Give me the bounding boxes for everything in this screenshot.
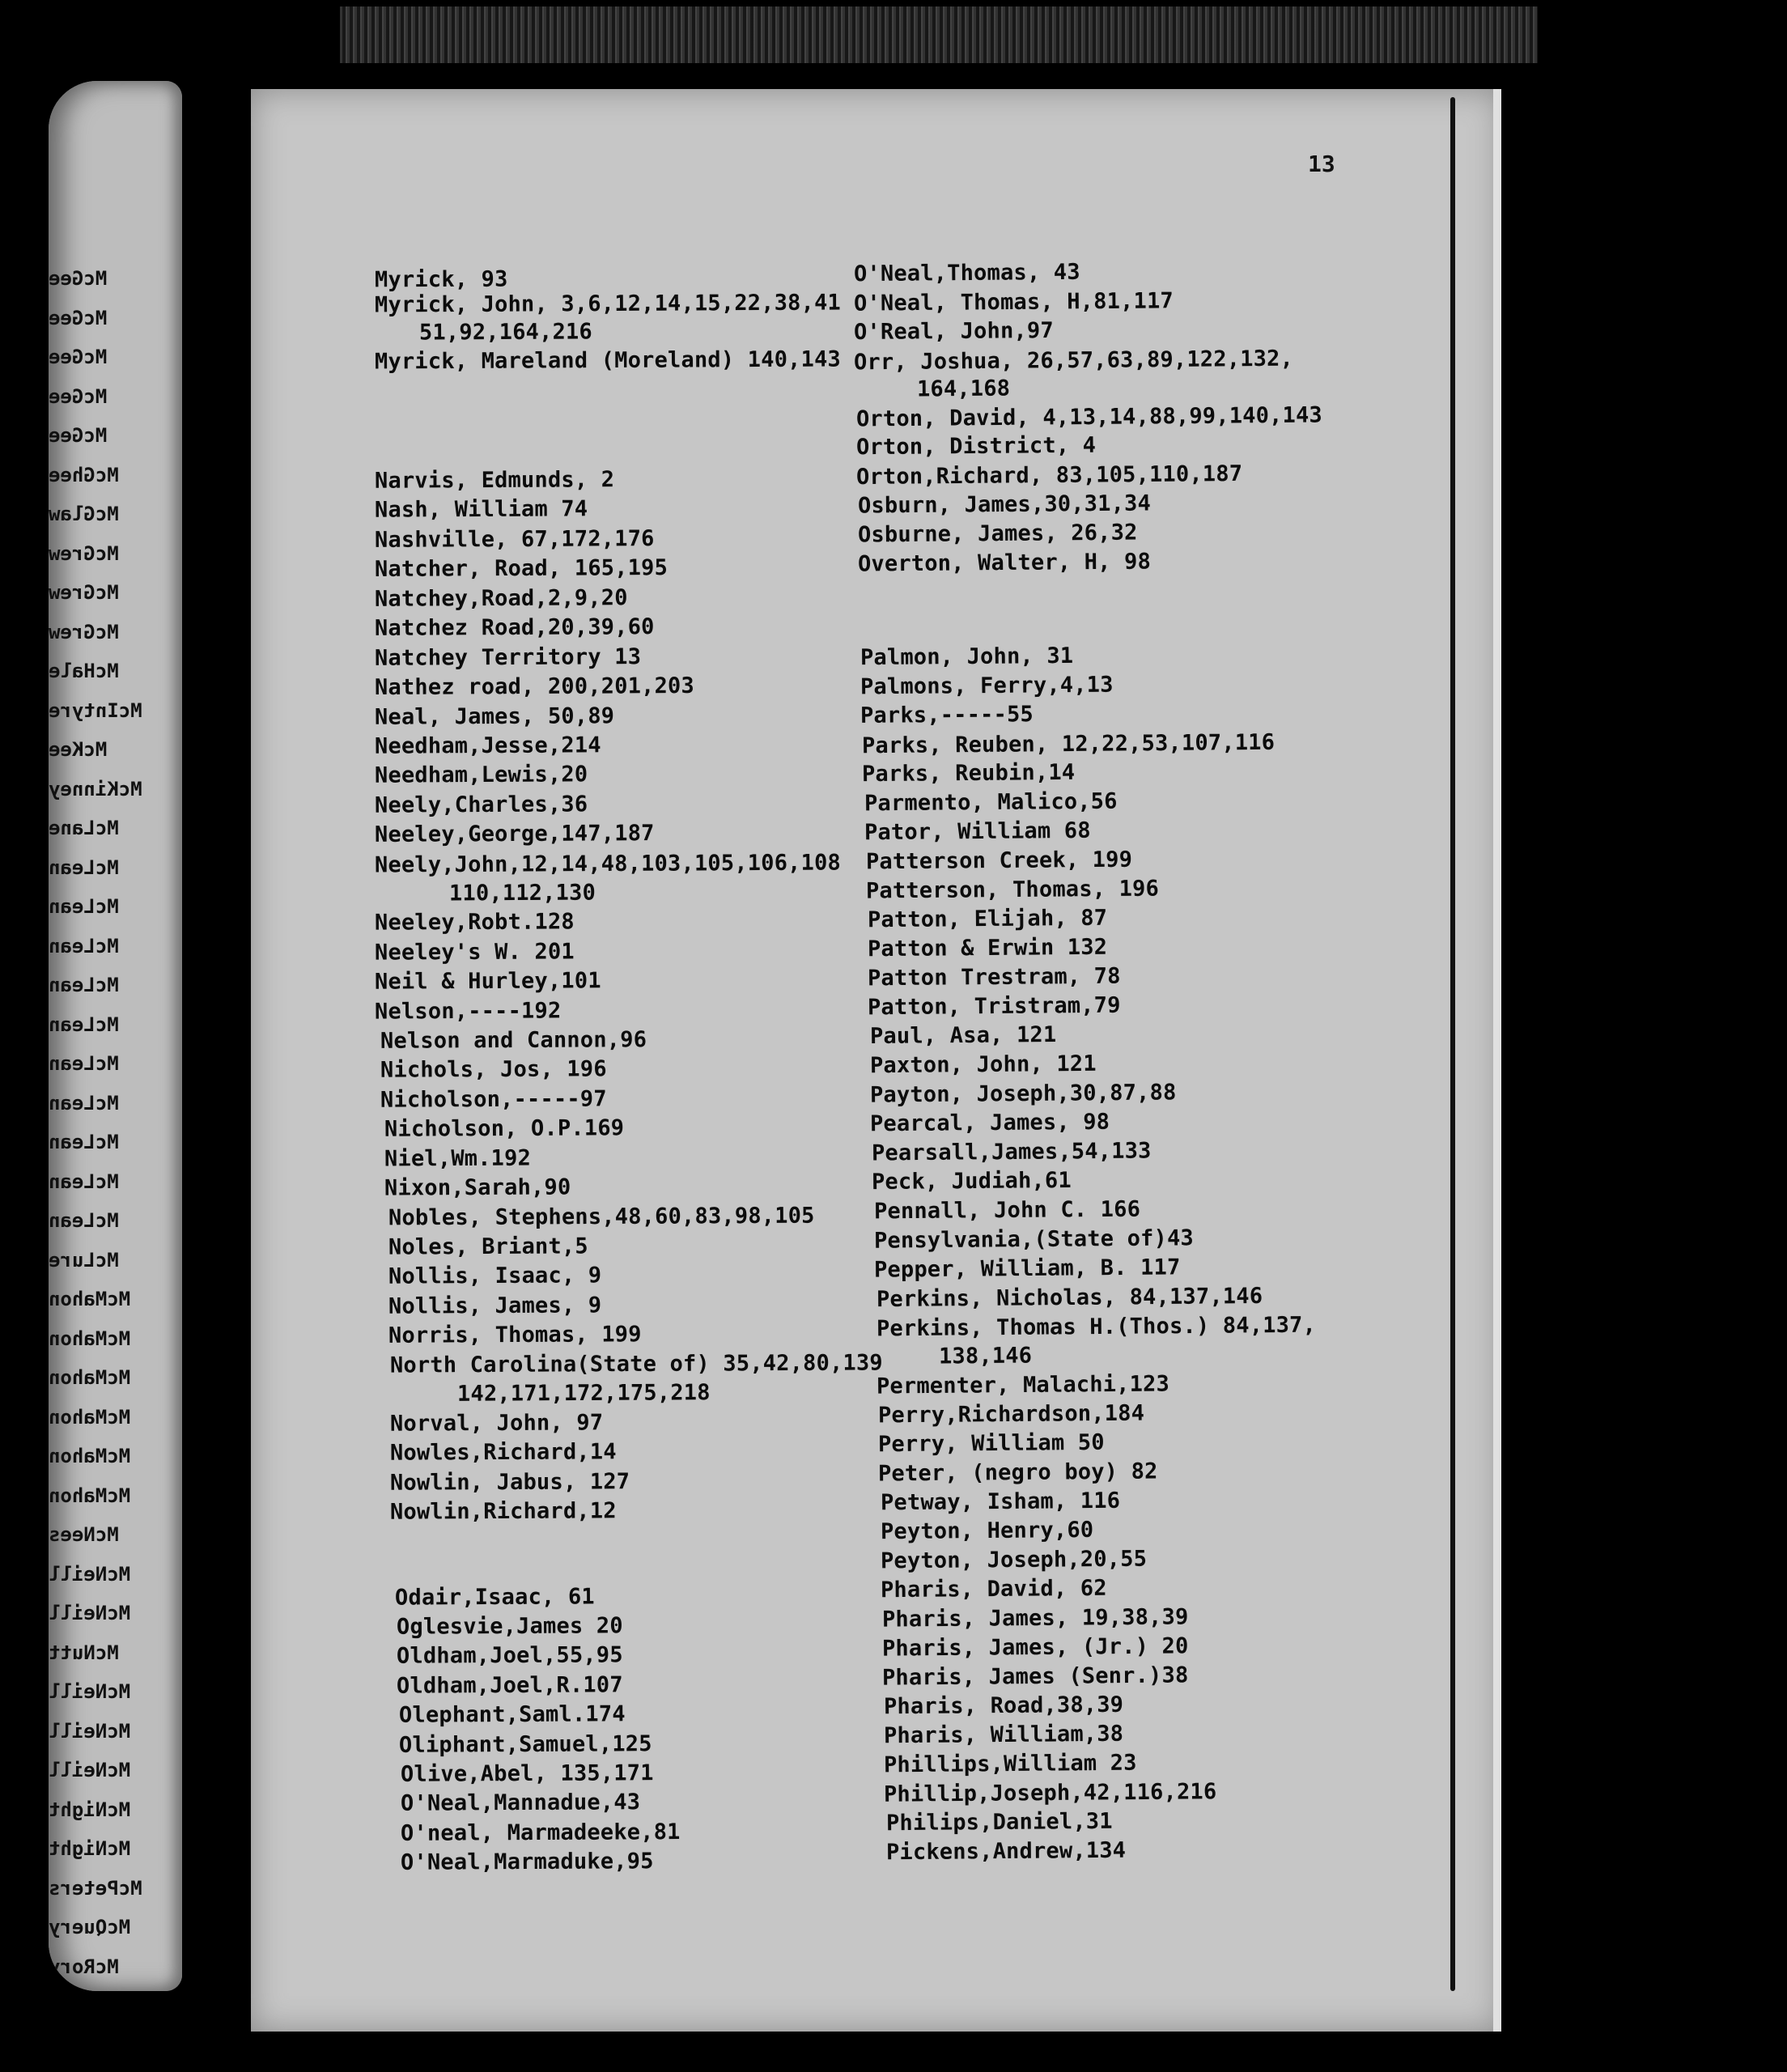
right-margin-line	[1450, 97, 1455, 1991]
spine-fragment: McGrew	[49, 581, 119, 604]
spine-fragment: McLean	[49, 974, 119, 996]
adjacent-page-spine	[49, 81, 182, 1991]
index-left-entry: Norris, Thomas, 199	[388, 1322, 642, 1348]
index-left-entry: O'Neal,Marmaduke,95	[400, 1849, 654, 1875]
index-right-entry: Pharis, James, (Jr.) 20	[881, 1633, 1189, 1662]
index-right-entry: Patton Trestram, 78	[867, 963, 1121, 991]
index-left-entry: Nollis, Isaac, 9	[388, 1263, 602, 1289]
index-right-entry: Paxton, John, 121	[869, 1051, 1097, 1079]
index-left-entry: 142,171,172,175,218	[456, 1380, 711, 1407]
spine-fragment: McNeill	[49, 1719, 131, 1743]
index-right-entry: Perry, William 50	[877, 1429, 1105, 1458]
spine-fragment: McLean	[49, 934, 119, 957]
index-left-entry: Nelson,----192	[374, 998, 562, 1025]
index-right-entry: Pharis, James, 19,38,39	[881, 1604, 1189, 1633]
index-left-entry: Nowlin,Richard,12	[389, 1498, 617, 1525]
index-left-entry: Nichols, Jos, 196	[380, 1056, 607, 1083]
index-right-entry: Patterson Creek, 199	[865, 847, 1133, 875]
index-left-entry: Oliphant,Samuel,125	[398, 1731, 652, 1758]
film-top-band	[340, 6, 1538, 63]
index-left-entry: 51,92,164,216	[418, 319, 593, 346]
index-left-entry: Nowles,Richard,14	[389, 1439, 617, 1466]
spine-fragment: McNight	[49, 1837, 131, 1860]
index-right-entry: Palmons, Ferry,4,13	[860, 672, 1114, 700]
spine-fragment: McLean	[49, 1131, 119, 1153]
index-right-entry: Palmon, John, 31	[860, 643, 1074, 671]
index-left-entry: Nashville, 67,172,176	[374, 526, 655, 553]
spine-fragment: McNeill	[49, 1680, 131, 1703]
spine-fragment: McMahon	[49, 1327, 131, 1350]
spine-fragment: McGee	[49, 306, 108, 329]
page-number: 13	[1308, 151, 1335, 177]
index-right-entry: Pepper, William, B. 117	[873, 1255, 1181, 1283]
index-left-entry: Neil & Hurley,101	[374, 968, 601, 995]
index-left-entry: Neeley's W. 201	[374, 939, 575, 966]
spine-fragment: McHale	[49, 660, 119, 682]
index-right-entry: Permenter, Malachi,123	[876, 1371, 1170, 1399]
index-right-entry: 138,146	[938, 1343, 1033, 1369]
index-right-entry: Pearcal, James, 98	[869, 1109, 1110, 1137]
spine-fragment: McGlaw	[49, 503, 119, 525]
index-left-entry: Nicholson, O.P.169	[384, 1115, 625, 1142]
spine-fragment: McNight	[49, 1798, 131, 1821]
spine-fragment: McLean	[49, 1209, 119, 1232]
spine-fragment: McGrew	[49, 620, 119, 643]
spine-fragment: McLane	[49, 817, 119, 839]
index-left-entry: Natchey,Road,2,9,20	[374, 585, 628, 612]
index-left-entry: Neeley,Robt.128	[374, 909, 575, 936]
index-right-entry: Philips,Daniel,31	[885, 1808, 1113, 1836]
spine-fragment: McLean	[49, 1170, 119, 1193]
index-left-entry: Nixon,Sarah,90	[384, 1174, 571, 1201]
index-left-entry: Neeley,George,147,187	[374, 821, 655, 847]
spine-fragment: McGee	[49, 346, 108, 368]
index-right-entry: Parks,-----55	[860, 702, 1034, 728]
index-left-entry: Nowlin, Jabus, 127	[389, 1469, 630, 1496]
index-right-entry: Pharis, Road,38,39	[883, 1692, 1124, 1720]
index-left-entry: Odair,Isaac, 61	[394, 1584, 595, 1611]
index-right-entry: Orton, District, 4	[855, 432, 1097, 461]
index-left-entry: Neely,Charles,36	[374, 792, 588, 818]
index-left-entry: Olephant,Saml.174	[398, 1701, 626, 1728]
index-left-entry: Oldham,Joel,55,95	[396, 1642, 623, 1669]
index-right-entry: Phillip,Joseph,42,116,216	[883, 1779, 1217, 1807]
spine-fragment: McMahon	[49, 1366, 131, 1389]
index-right-entry: Orr, Joshua, 26,57,63,89,122,132,	[853, 346, 1294, 376]
index-left-entry: Myrick, 93	[374, 266, 508, 293]
index-right-entry: Pensylvania,(State of)43	[873, 1225, 1195, 1254]
spine-fragment: McMahon	[49, 1445, 131, 1467]
spine-fragment: McMahon	[49, 1484, 131, 1507]
index-left-entry: Nash, William 74	[374, 496, 588, 523]
index-right-entry: Parks, Reubin,14	[861, 759, 1076, 788]
index-left-entry: Natcher, Road, 165,195	[374, 555, 669, 582]
index-left-entry: Natchez Road,20,39,60	[374, 614, 655, 641]
index-right-entry: Payton, Joseph,30,87,88	[869, 1080, 1177, 1108]
index-right-entry: Perkins, Thomas H.(Thos.) 84,137,	[876, 1312, 1317, 1342]
index-right-entry: Peyton, Henry,60	[880, 1517, 1094, 1545]
index-right-entry: Patterson, Thomas, 196	[865, 876, 1160, 904]
index-right-entry: Parks, Reuben, 12,22,53,107,116	[861, 729, 1276, 759]
index-left-entry: Needham,Lewis,20	[374, 762, 588, 788]
index-right-entry: Parmento, Malico,56	[864, 788, 1118, 817]
spine-fragment: McIntyre	[49, 698, 142, 722]
spine-fragment: McKee	[49, 738, 108, 761]
index-left-entry: Narvis, Edmunds, 2	[374, 467, 615, 494]
index-right-entry: O'Neal, Thomas, H,81,117	[853, 288, 1174, 316]
spine-fragment: McLean	[49, 1052, 119, 1075]
spine-fragment: McLure	[49, 1248, 119, 1272]
index-right-entry: Patton & Erwin 132	[867, 934, 1108, 962]
spine-fragment: McMahon	[49, 1405, 131, 1429]
index-right-entry: Peck, Judiah,61	[871, 1167, 1072, 1195]
index-left-entry: Natchey Territory 13	[374, 644, 642, 671]
spine-fragment: McGhee	[49, 463, 119, 486]
index-left-entry: Neal, James, 50,89	[374, 703, 615, 730]
index-right-entry: Pickens,Andrew,134	[885, 1837, 1127, 1866]
index-left-entry: Needham,Jesse,214	[374, 732, 601, 759]
index-right-entry: O'Neal,Thomas, 43	[853, 259, 1080, 287]
index-left-entry: Oglesvie,James 20	[396, 1613, 623, 1640]
index-right-entry: Petway, Isham, 116	[880, 1488, 1121, 1516]
spine-fragment: McQuery	[49, 1916, 131, 1938]
spine-fragment: McNeill	[49, 1602, 131, 1624]
spine-fragment: McNees	[49, 1523, 119, 1546]
spine-fragment: McMahon	[49, 1288, 131, 1310]
index-left-entry: Oldham,Joel,R.107	[396, 1672, 623, 1699]
spine-fragment: McGrew	[49, 541, 119, 565]
index-right-entry: Perry,Richardson,184	[877, 1400, 1145, 1429]
index-right-entry: Peter, (negro boy) 82	[877, 1458, 1158, 1487]
index-left-entry: Myrick, John, 3,6,12,14,15,22,38,41	[374, 290, 842, 318]
index-right-entry: O'Real, John,97	[853, 317, 1054, 346]
index-right-entry: 164,168	[916, 376, 1011, 402]
index-right-entry: Patton, Elijah, 87	[867, 905, 1108, 933]
spine-fragment: McGee	[49, 267, 108, 290]
index-right-entry: Pearsall,James,54,133	[871, 1138, 1152, 1166]
index-right-entry: Overton, Walter, H, 98	[857, 549, 1152, 577]
spine-fragment: McNutt	[49, 1641, 119, 1664]
spine-fragment: McLean	[49, 856, 119, 879]
spine-fragment: McNeill	[49, 1759, 131, 1781]
spine-fragment: McLean	[49, 895, 119, 918]
index-left-entry: Nathez road, 200,201,203	[374, 673, 695, 701]
page-right-edge	[1493, 89, 1501, 2032]
index-left-entry: Myrick, Mareland (Moreland) 140,143	[374, 346, 842, 375]
index-left-entry: North Carolina(State of) 35,42,80,139	[389, 1350, 883, 1378]
spine-fragment: McKinney	[49, 777, 142, 800]
index-right-entry: Pharis, William,38	[883, 1721, 1124, 1749]
spine-fragment: McGee	[49, 384, 108, 408]
index-right-entry: Pator, William 68	[864, 817, 1091, 846]
index-right-entry: Osburn, James,30,31,34	[857, 490, 1152, 519]
spine-fragment: McPeters	[49, 1876, 142, 1900]
index-left-entry: Norval, John, 97	[389, 1410, 604, 1437]
index-right-entry: Perkins, Nicholas, 84,137,146	[876, 1283, 1263, 1313]
index-right-entry: Peyton, Joseph,20,55	[880, 1546, 1148, 1574]
index-right-entry: Osburne, James, 26,32	[857, 520, 1138, 548]
spine-fragment: McNeill	[49, 1562, 131, 1586]
index-left-entry: O'Neal,Mannadue,43	[400, 1790, 641, 1816]
index-right-entry: Orton, David, 4,13,14,88,99,140,143	[855, 402, 1323, 432]
spine-fragment: McLean	[49, 1091, 119, 1115]
index-right-entry: Paul, Asa, 121	[869, 1021, 1057, 1050]
index-left-entry: 110,112,130	[448, 880, 596, 906]
spine-fragment: McRory	[49, 1955, 119, 1978]
index-left-entry: O'neal, Marmadeeke,81	[400, 1819, 681, 1846]
index-left-entry: Neely,John,12,14,48,103,105,106,108	[374, 850, 842, 878]
index-left-entry: Nelson and Cannon,96	[380, 1027, 647, 1054]
index-left-entry: Olive,Abel, 135,171	[400, 1760, 654, 1787]
index-left-entry: Nicholson,-----97	[380, 1086, 607, 1113]
index-left-entry: Niel,Wm.192	[384, 1145, 532, 1172]
index-left-entry: Noles, Briant,5	[388, 1233, 588, 1260]
index-left-entry: Nollis, James, 9	[388, 1293, 602, 1319]
index-right-entry: Phillips,William 23	[883, 1750, 1137, 1778]
index-right-entry: Pennall, John C. 166	[873, 1196, 1141, 1225]
spine-fragment: McLean	[49, 1013, 119, 1036]
index-left-entry: Nobles, Stephens,48,60,83,98,105	[388, 1203, 815, 1231]
index-right-entry: Patton, Tristram,79	[867, 992, 1121, 1021]
spine-fragment: McGee	[49, 424, 108, 447]
index-right-entry: Pharis, James (Senr.)38	[881, 1662, 1189, 1691]
index-right-entry: Pharis, David, 62	[880, 1575, 1107, 1603]
index-right-entry: Orton,Richard, 83,105,110,187	[855, 461, 1243, 490]
